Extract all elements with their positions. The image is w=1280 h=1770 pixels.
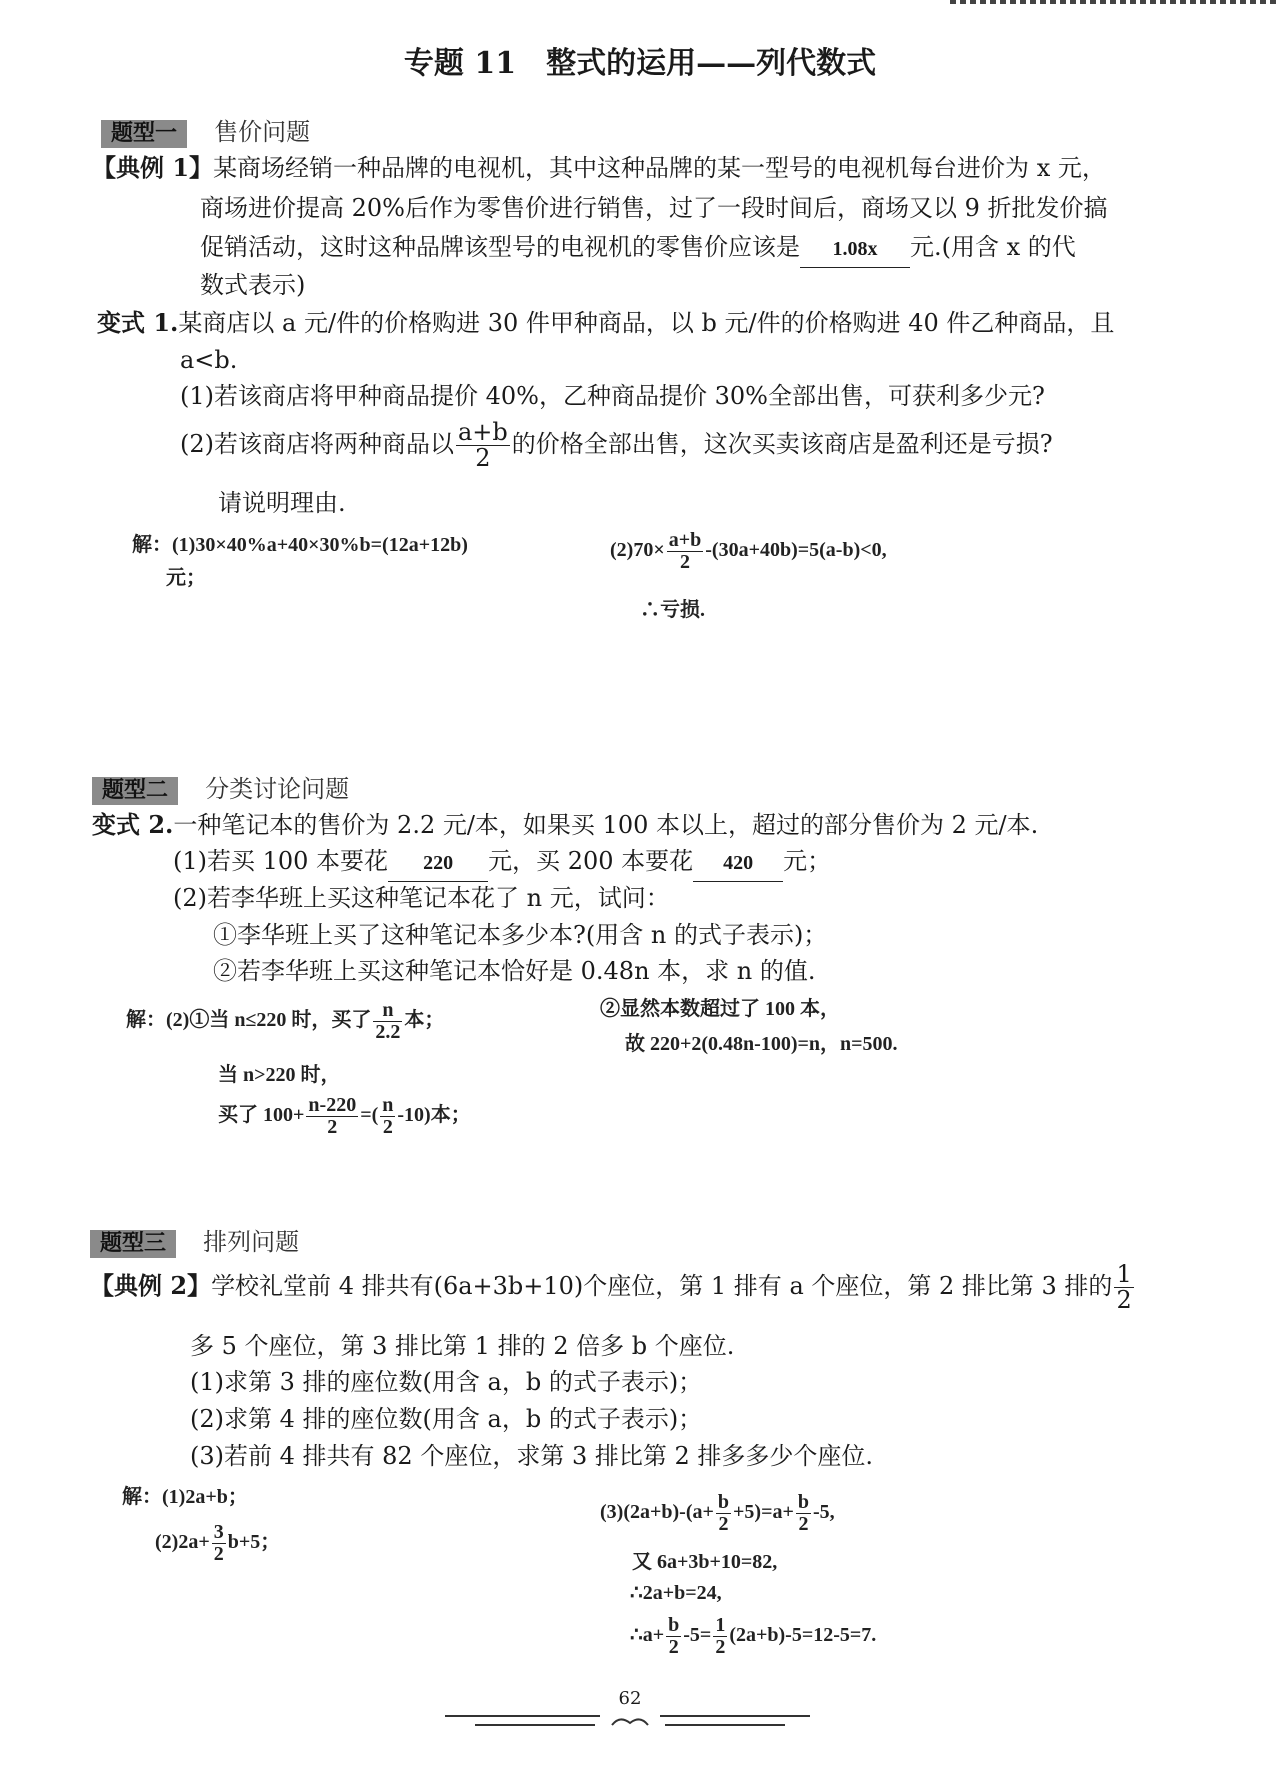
answer-blank: 420 (693, 845, 783, 882)
example-label: 【典例 1】 (92, 153, 214, 182)
text: 一种笔记本的售价为 2.2 元/本，如果买 100 本以上，超过的部分售价为 2 元/本. (173, 811, 1039, 839)
text: (2a+b)-5=12-5=7. (729, 1624, 877, 1647)
variant-1-part-2 (180, 420, 1053, 471)
example-2-part-2: (2)求第 4 排的座位数(用含 a，b 的式子表示)； (190, 1405, 703, 1433)
section-header-3 (90, 1222, 299, 1258)
example-2-line-1 (90, 1262, 1136, 1313)
fraction (306, 1095, 358, 1138)
text: 促销活动，这时这种品牌该型号的电视机的零售价应该是 (200, 233, 800, 261)
variant-1-part-2-cont: 请说明理由. (218, 489, 346, 517)
denominator: 2 (798, 1513, 809, 1535)
example-label: 【典例 2】 (90, 1271, 212, 1301)
solution-1-line-1b: 元； (166, 567, 206, 589)
numerator: a+b (458, 418, 508, 446)
variant-2-part-2: (2)若李华班上买这种笔记本花了 n 元，试问： (173, 884, 670, 912)
numerator: n (373, 1000, 402, 1022)
example-2-part-1: (1)求第 3 排的座位数(用含 a，b 的式子表示)； (190, 1368, 703, 1396)
solution-3-right-3: ∴2a+b=24, (630, 1582, 722, 1604)
text: -5, (813, 1501, 835, 1524)
variant-1-part-1: (1)若该商店将甲种商品提价 40%，乙种商品提价 30%全部出售，可获利多少元? (180, 382, 1045, 410)
text: 元； (783, 847, 832, 875)
variant-2-part-1 (173, 843, 831, 882)
section-header-2 (92, 769, 349, 805)
text: 元，买 200 本要花 (488, 847, 694, 875)
text: 学校礼堂前 4 排共有(6a+3b+10)个座位，第 1 排有 a 个座位，第 2 排比第 3 排的 (211, 1272, 1113, 1301)
numerator: 3 (213, 1521, 224, 1543)
text: -10)本； (397, 1104, 471, 1127)
variant-label: 变式 2. (92, 810, 174, 839)
solution-3-left-2 (155, 1522, 280, 1565)
numerator: a+b (668, 529, 702, 551)
fraction (713, 1615, 727, 1658)
solution-1-line-1: 解：(1)30×40%a+40×30%b=(12a+12b) (132, 534, 468, 556)
footer-ornament (610, 1712, 650, 1722)
example-1-line-1 (92, 150, 1106, 186)
footer-rule-right (660, 1715, 810, 1717)
denominator: 2 (475, 444, 491, 473)
denominator: 2.2 (375, 1021, 401, 1043)
solution-3-right-2: 又 6a+3b+10=82, (632, 1551, 778, 1573)
fraction (212, 1522, 226, 1565)
solution-2-right-1: ②显然本数超过了 100 本， (600, 998, 840, 1020)
text: 本； (404, 1009, 445, 1032)
footer-rule-left (445, 1715, 600, 1717)
text: 的价格全部出售，这次买卖该商店是盈利还是亏损? (511, 430, 1053, 459)
denominator: 2 (1116, 1286, 1132, 1315)
section-title: 售价问题 (214, 118, 311, 146)
example-1-line-3 (200, 229, 1076, 268)
text: -(30a+40b)=5(a-b)<0, (705, 539, 887, 562)
variant-1-line-2: a<b. (180, 346, 238, 374)
fraction (373, 1000, 402, 1043)
fraction (1114, 1262, 1133, 1313)
denominator: 2 (668, 1636, 679, 1658)
section-title: 排列问题 (203, 1228, 300, 1256)
solution-3-left-1: 解：(1)2a+b； (122, 1486, 248, 1508)
solution-2-line-3 (218, 1095, 471, 1138)
fraction (716, 1492, 731, 1535)
fraction (666, 1615, 681, 1658)
solution-3-right-4 (630, 1615, 876, 1658)
fraction (796, 1492, 811, 1535)
numerator: 1 (1116, 1260, 1132, 1288)
example-2-part-3: (3)若前 4 排共有 82 个座位，求第 3 排比第 2 排多多少个座位. (190, 1442, 874, 1470)
fraction (380, 1095, 395, 1138)
text: 解：(2)①当 n≤220 时，买了 (126, 1009, 372, 1032)
denominator: 2 (715, 1636, 726, 1658)
solution-2-line-1 (126, 1000, 444, 1043)
text: (2)70× (610, 539, 665, 562)
solution-3-right-1 (600, 1492, 835, 1535)
denominator: 2 (327, 1116, 338, 1138)
example-2-line-2: 多 5 个座位，第 3 排比第 1 排的 2 倍多 b 个座位. (190, 1332, 735, 1360)
variant-label: 变式 1. (97, 308, 179, 337)
text: (1)若买 100 本要花 (173, 847, 389, 875)
denominator: 2 (213, 1543, 224, 1565)
footer-rule-left-2 (475, 1724, 595, 1726)
solution-1-line-2 (610, 530, 887, 573)
solution-2-right-2: 故 220+2(0.48n-100)=n，n=500. (625, 1033, 898, 1055)
denominator: 2 (679, 551, 690, 573)
text: 某商店以 a 元/件的价格购进 30 件甲种商品，以 b 元/件的价格购进 40 件乙种商品，且 (178, 309, 1115, 337)
answer-blank: 1.08x (800, 231, 910, 268)
text: (3)(2a+b)-(a+ (600, 1501, 714, 1524)
fraction (667, 530, 704, 573)
section-header-1 (101, 112, 310, 148)
text: 某商场经销一种品牌的电视机，其中这种品牌的某一型号的电视机每台进价为 x 元， (213, 154, 1106, 182)
numerator: n-220 (308, 1094, 357, 1116)
section-tag: 题型一 (101, 120, 187, 148)
text: 买了 100+ (218, 1104, 305, 1127)
text: (2)若该商店将两种商品以 (180, 430, 454, 459)
example-1-line-2: 商场进价提高 20%后作为零售价进行销售，过了一段时间后，商场又以 9 折批发价搞 (200, 194, 1108, 222)
denominator: 2 (382, 1116, 393, 1138)
text: (2)2a+ (155, 1531, 210, 1554)
variant-2-part-2-ii: ②若李华班上买这种笔记本恰好是 0.48n 本，求 n 的值. (213, 957, 816, 985)
variant-1-line-1 (97, 305, 1114, 341)
text: 元.(用含 x 的代 (910, 233, 1076, 261)
text: b+5； (227, 1531, 281, 1554)
text: -5= (683, 1624, 712, 1647)
answer-blank: 220 (388, 845, 488, 882)
denominator: 2 (718, 1513, 729, 1535)
solution-1-line-3: ∴亏损. (640, 599, 705, 621)
footer-rule-right-2 (665, 1724, 785, 1726)
text: =( (360, 1104, 379, 1127)
variant-2-part-2-i: ①李华班上买了这种笔记本多少本?(用含 n 的式子表示)； (213, 921, 828, 949)
top-decoration (950, 0, 1280, 4)
section-tag: 题型二 (92, 777, 178, 805)
variant-2-line-1 (92, 807, 1038, 843)
numerator: 1 (715, 1614, 726, 1636)
numerator: b (717, 1491, 730, 1513)
solution-2-line-2: 当 n>220 时， (218, 1064, 341, 1086)
numerator: b (668, 1614, 680, 1636)
page-title: 专题 11 整式的运用——列代数式 (403, 46, 877, 81)
example-1-line-4: 数式表示) (200, 271, 306, 299)
section-tag: 题型三 (90, 1230, 176, 1258)
text: ∴a+ (630, 1624, 665, 1647)
text: +5)=a+ (733, 1501, 794, 1524)
page-number: 62 (618, 1688, 642, 1709)
section-title: 分类讨论问题 (205, 775, 350, 803)
numerator: n (382, 1094, 394, 1116)
fraction (456, 420, 510, 471)
numerator: b (797, 1491, 809, 1513)
